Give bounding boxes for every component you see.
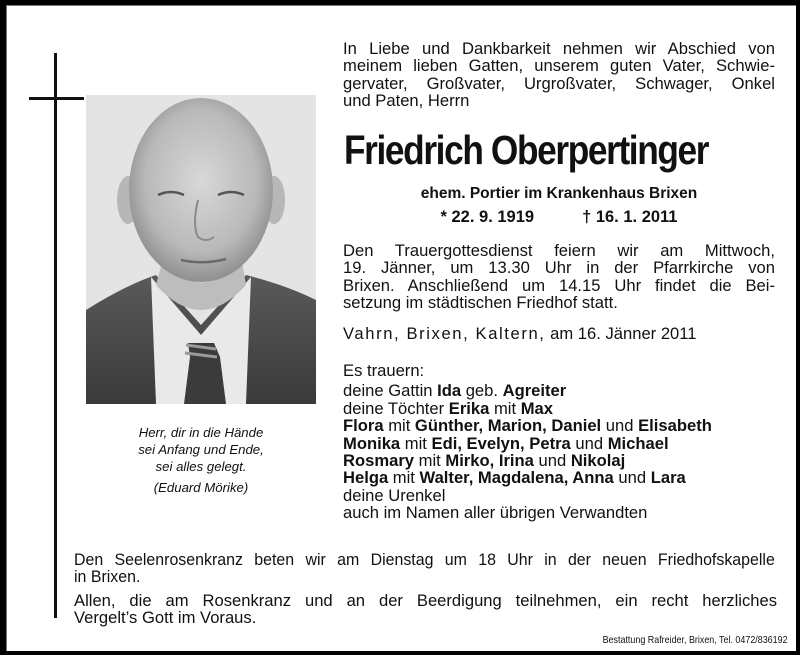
mourner-name: Mirko, Irina (445, 451, 534, 471)
rosary-line: in Brixen. (74, 567, 141, 587)
mourner-name: Günther, Marion, Daniel (414, 416, 602, 436)
mourner-relation: mit (388, 468, 420, 488)
mourner-name: Monika (343, 433, 401, 453)
place-and-date (343, 324, 775, 344)
mourner-name: Lara (650, 468, 686, 488)
mourner-relation: deine Gattin (343, 381, 438, 401)
mourner-name: Erika (448, 398, 490, 418)
mourner-line (343, 504, 775, 521)
quote-line: Herr, dir in die Hände (138, 425, 264, 440)
mourner-name: Michael (607, 433, 669, 453)
intro-line: In Liebe und Dankbarkeit nehmen wir Abschied von (343, 39, 775, 58)
mourner-relation: und (601, 416, 639, 436)
intro-line: und Paten, Herrn (343, 91, 470, 111)
mourner-line (343, 382, 775, 399)
service-line: 19. Jänner, um 13.30 Uhr in der Pfarrkirche von (343, 258, 775, 278)
places: Vahrn, Brixen, Kaltern, (343, 324, 546, 343)
mourner-name: Flora (343, 416, 384, 436)
mourner-name: Edi, Evelyn, Petra (431, 433, 571, 453)
mourner-name: Walter, Magdalena, Anna (419, 468, 614, 488)
quote-line: sei alles gelegt. (155, 459, 247, 474)
thanks-text (74, 592, 777, 627)
mourner-relation: und (533, 451, 571, 471)
intro-line: meinem lieben Gatten, unserem guten Vater, Schwie- (343, 56, 775, 76)
thanks-line: Allen, die am Rosenkranz und an der Beerdigung teilnehmen, ein recht herzliches (74, 591, 777, 610)
mourner-line (343, 417, 775, 434)
obituary-notice (6, 5, 796, 651)
mourner-relation: deine Urenkel (343, 485, 446, 505)
cross-icon-vertical (54, 53, 57, 618)
mourner-line (343, 400, 775, 417)
death-date: † 16. 1. 2011 (582, 208, 678, 226)
mourner-lines (343, 382, 775, 521)
mourner-relation: mit (383, 416, 415, 436)
mourner-name: Max (520, 398, 553, 418)
mourner-line (343, 435, 775, 452)
mourner-relation: deine Töchter (343, 398, 449, 418)
mourner-relation: und (613, 468, 651, 488)
rosary-line: Den Seelenrosenkranz beten wir am Dienstag um 18 Uhr in der neuen Friedhofskapelle (74, 550, 775, 569)
rosary-text (74, 551, 775, 586)
intro-line: gervater, Großvater, Urgroßvater, Schwager, Onkel (343, 73, 775, 93)
intro-text (343, 40, 775, 110)
birth-date: * 22. 9. 1919 (440, 208, 535, 226)
funeral-service-text (343, 242, 775, 312)
mourner-name: Agreiter (502, 381, 567, 401)
mourners-list (343, 362, 775, 522)
mourner-name: Helga (343, 468, 389, 488)
mourner-line (343, 469, 775, 486)
mourner-relation: geb. (461, 381, 503, 401)
service-line: Den Trauergottesdienst feiern wir am Mittwoch, (343, 241, 775, 260)
mourner-line (343, 487, 775, 504)
mourner-relation: mit (414, 451, 446, 471)
mourners-heading: Es trauern: (343, 361, 425, 380)
mourner-name: Nikolaj (570, 451, 626, 471)
mourner-relation: und (570, 433, 608, 453)
mourner-name: Elisabeth (638, 416, 712, 436)
life-dates (343, 207, 775, 227)
thanks-line: Vergelt’s Gott im Voraus. (74, 608, 257, 628)
funeral-home-credit: Bestattung Rafreider, Brixen, Tel. 0472/836192 (603, 634, 788, 646)
portrait-image (86, 95, 316, 404)
quote-author: (Eduard Mörike) (153, 480, 249, 495)
mourner-name: Rosmary (343, 451, 415, 471)
deceased-role: ehem. Portier im Krankenhaus Brixen (420, 185, 698, 202)
mourner-relation: auch im Namen aller übrigen Verwandten (343, 503, 648, 523)
service-line: Brixen. Anschließend um 14.15 Uhr findet die Bei- (343, 275, 775, 295)
memorial-quote (87, 424, 315, 496)
portrait-photo (86, 95, 316, 404)
mourner-relation: mit (489, 398, 521, 418)
mourner-line (343, 452, 775, 469)
mourner-relation: mit (400, 433, 432, 453)
mourner-name: Ida (437, 381, 462, 401)
cross-icon-horizontal (29, 97, 84, 100)
deceased-name: Friedrich Oberpertinger (344, 127, 709, 173)
service-line: setzung im städtischen Friedhof statt. (343, 293, 618, 313)
notice-date: am 16. Jänner 2011 (545, 324, 697, 343)
quote-line: sei Anfang und Ende, (138, 442, 264, 457)
